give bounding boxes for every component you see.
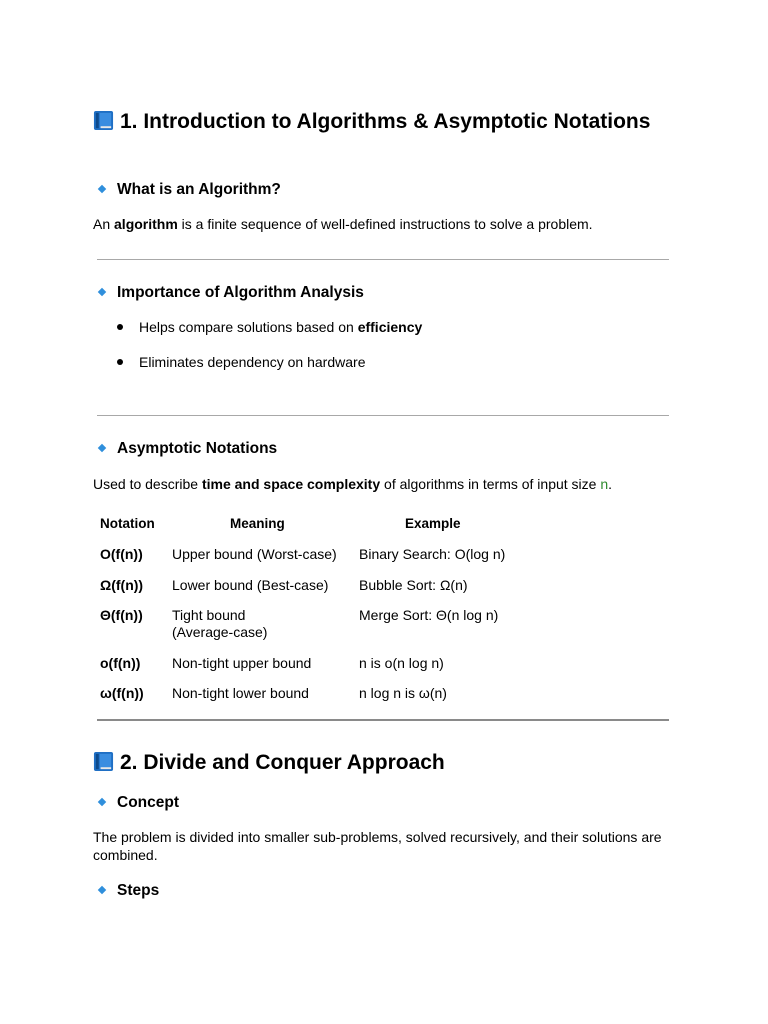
table-cell: Merge Sort: Θ(n log n) — [359, 607, 499, 623]
table-cell: Θ(f(n)) — [100, 607, 143, 623]
table-header-meaning: Meaning — [230, 516, 285, 531]
table-cell: Ω(f(n)) — [100, 577, 144, 593]
table-cell: Lower bound (Best-case) — [172, 577, 329, 593]
diamond-icon — [98, 288, 106, 296]
divider — [97, 415, 669, 416]
table-cell: o(f(n)) — [100, 655, 141, 671]
what-is-algorithm-heading: What is an Algorithm? — [99, 180, 281, 200]
table-cell: n log n is ω(n) — [359, 685, 447, 701]
diamond-icon — [98, 444, 106, 452]
diamond-icon — [98, 185, 106, 193]
table-cell: Tight bound — [172, 607, 246, 623]
concept-heading: Concept — [99, 793, 179, 813]
section-1-title: 1. Introduction to Algorithms & Asymptotic Notations — [93, 108, 653, 135]
table-cell: Non-tight lower bound — [172, 685, 309, 701]
diamond-icon — [98, 798, 106, 806]
section-2-title: 2. Divide and Conquer Approach — [93, 749, 653, 776]
divider — [97, 259, 669, 260]
table-cell: Upper bound (Worst-case) — [172, 546, 337, 562]
table-cell: (Average-case) — [172, 624, 268, 640]
table-cell: n is o(n log n) — [359, 655, 444, 671]
importance-heading: Importance of Algorithm Analysis — [99, 283, 364, 303]
table-header-example: Example — [405, 516, 461, 531]
what-is-algorithm-text: An algorithm is a finite sequence of well-defined instructions to solve a problem. — [93, 216, 593, 232]
table-header-notation: Notation — [100, 516, 155, 531]
book-icon — [93, 110, 114, 131]
asymptotic-heading: Asymptotic Notations — [99, 439, 277, 459]
table-cell: Binary Search: O(log n) — [359, 546, 506, 562]
diamond-icon — [98, 886, 106, 894]
bullet-icon — [117, 359, 123, 365]
asymptotic-text: Used to describe time and space complexity of algorithms in terms of input size n. — [93, 476, 613, 492]
table-cell: Bubble Sort: Ω(n) — [359, 577, 468, 593]
bullet-icon — [117, 324, 123, 330]
table-cell: Non-tight upper bound — [172, 655, 312, 671]
table-cell: ω(f(n)) — [100, 685, 144, 701]
list-item: Eliminates dependency on hardware — [117, 353, 365, 371]
divider — [97, 719, 669, 721]
table-cell: O(f(n)) — [100, 546, 143, 562]
steps-heading: Steps — [99, 881, 159, 901]
concept-text: The problem is divided into smaller sub-problems, solved recursively, and their solutions are combined. — [93, 829, 662, 863]
list-item: Helps compare solutions based on efficiency — [117, 318, 422, 336]
book-icon — [93, 751, 114, 772]
